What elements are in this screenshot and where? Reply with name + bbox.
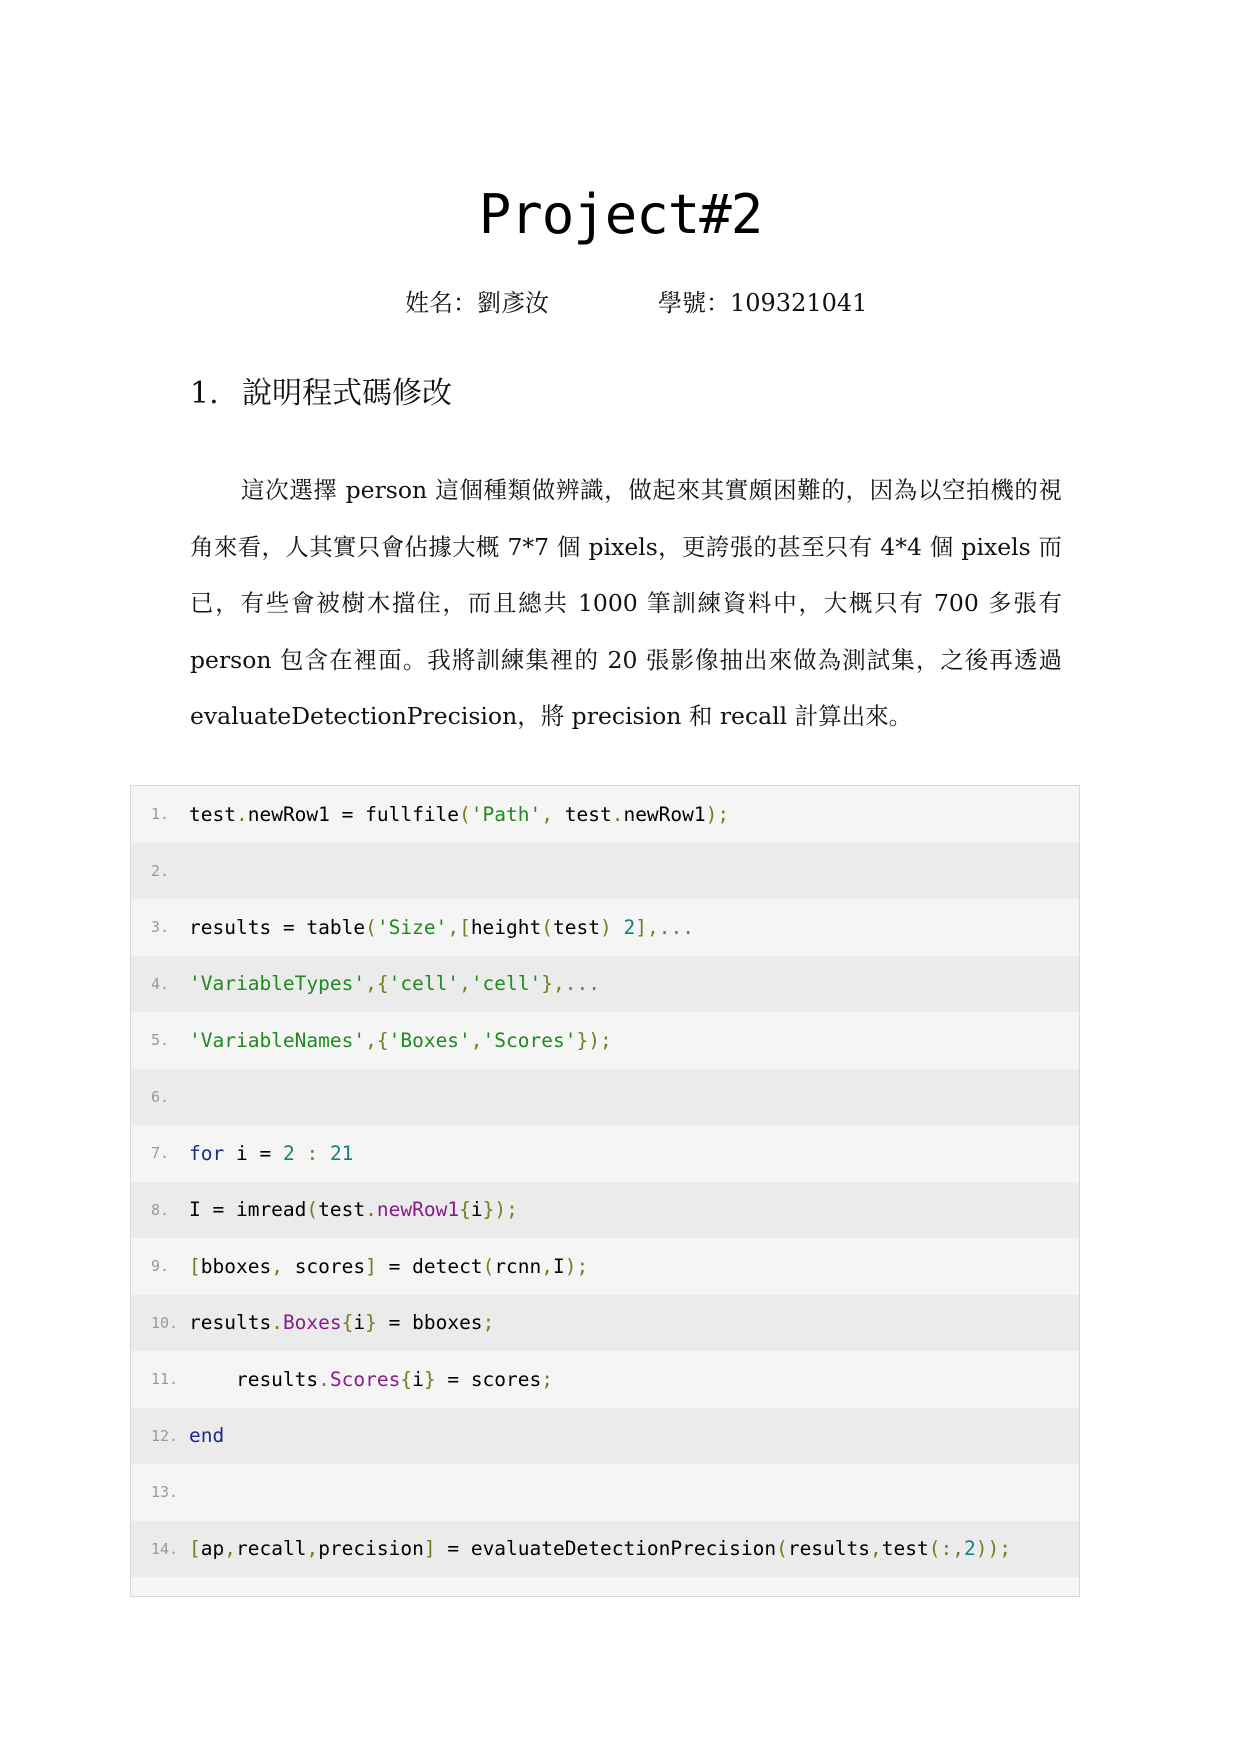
line-number: 11. (151, 1370, 179, 1389)
line-number: 4. (151, 974, 170, 993)
line-number: 6. (151, 1087, 170, 1106)
code-text: [ap,recall,precision] = evaluateDetectionPrecision(results,test(:,2)); (189, 1537, 1011, 1561)
code-line (131, 1012, 1079, 1069)
paragraph-text: 這次選擇 person 這個種類做辨識，做起來其實頗困難的，因為以空拍機的視角來看，人其實只會佔據大概 7*7 個 pixels，更誇張的甚至只有 4*4 個 pixels 而已，有些會被樹木擋住，而且總共 1000 筆訓練資料中，大概只有 700 多張有 person 包含在裡面。我將訓練集裡的 20 張影像抽出來做為測試集，之後再透過 evaluateDetectionPrecision，將 precision 和 recall 計算出來。 (190, 476, 1062, 730)
line-number: 5. (151, 1031, 170, 1050)
code-line (131, 843, 1079, 900)
code-line (131, 1182, 1079, 1239)
line-number: 12. (151, 1426, 179, 1445)
code-text: I = imread(test.newRow1{i}); (189, 1198, 518, 1222)
page-title: Project#2 (478, 183, 763, 246)
code-line (131, 956, 1079, 1013)
line-number: 10. (151, 1313, 179, 1332)
code-text: end (189, 1424, 225, 1448)
section-number: 1. (190, 376, 219, 411)
code-line (131, 1351, 1079, 1408)
code-text: for i = 2 : 21 (189, 1141, 354, 1165)
student-info (0, 286, 1241, 320)
line-number: 9. (151, 1257, 170, 1276)
code-line (131, 1408, 1079, 1465)
student-name: 姓名：劉彥汝 (405, 289, 549, 317)
code-line (131, 786, 1079, 843)
code-text: 'VariableTypes',{'cell','cell'},... (189, 972, 600, 996)
code-line (131, 1521, 1079, 1578)
code-line (131, 1238, 1079, 1295)
section-heading (190, 372, 452, 416)
line-number: 3. (151, 918, 170, 937)
code-text: [bboxes, scores] = detect(rcnn,I); (189, 1254, 589, 1278)
section-title: 說明程式碼修改 (242, 376, 452, 411)
code-line (131, 1125, 1079, 1182)
code-text: results.Boxes{i} = bboxes; (189, 1311, 495, 1335)
student-id: 學號：109321041 (658, 289, 868, 317)
code-text: 'VariableNames',{'Boxes','Scores'}); (189, 1028, 612, 1052)
code-text: results = table('Size',[height(test) 2],... (189, 915, 694, 939)
line-number: 1. (151, 805, 170, 824)
code-text: test.newRow1 = fullfile('Path', test.newRow1); (189, 802, 730, 826)
body-paragraph (190, 462, 1062, 745)
line-number: 2. (151, 861, 170, 880)
code-line (131, 1464, 1079, 1521)
code-line (131, 899, 1079, 956)
code-block (130, 785, 1080, 1597)
code-line (131, 1295, 1079, 1352)
line-number: 8. (151, 1200, 170, 1219)
line-number: 7. (151, 1144, 170, 1163)
code-line (131, 1069, 1079, 1126)
code-text: results.Scores{i} = scores; (189, 1367, 554, 1391)
line-number: 14. (151, 1539, 179, 1558)
line-number: 13. (151, 1483, 179, 1502)
